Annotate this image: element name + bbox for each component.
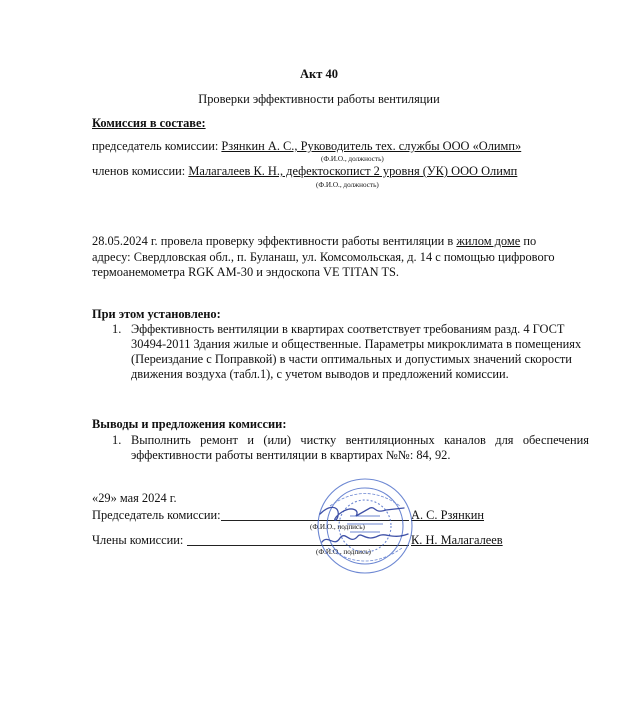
conclusions-item-number: 1. [112,433,122,447]
member-handwritten-signature [322,534,408,542]
stamp-inner-ring [327,488,403,564]
intro-text-b: по [520,234,537,248]
members-hint: (Ф.И.О., должность) [316,181,379,189]
conclusions-heading: Выводы и предложения комиссии: [92,417,287,431]
chair-signature-hint: (Ф.И.О., подпись) [310,523,365,531]
chair-signature-label: Председатель комиссии: [92,508,221,522]
members-name-text: К. Н. Малагалеев [411,533,503,547]
chair-prefix: председатель комиссии: [92,139,222,153]
intro-link-text: жилом доме [456,234,521,248]
chair-hint: (Ф.И.О., должность) [321,155,384,163]
intro-line-2: адресу: Свердловская обл., п. Буланаш, ул. Комсомольская, д. 14 с помощью цифрового [92,250,555,264]
stamp-center-lines [347,516,383,532]
findings-item [112,322,592,402]
chair-line [92,139,521,154]
document-title: Акт 40 [300,67,338,81]
members-signature-hint: (Ф.И.О., подпись) [316,548,371,556]
commission-heading: Комиссия в составе: [92,116,206,130]
stamp-seal-icon [300,476,430,576]
members-signature-label: Члены комиссии: [92,533,184,547]
members-line [92,164,517,179]
stamp-core-ring [339,500,391,552]
chair-name-text: А. С. Рзянкин [411,508,485,522]
signature-date: «29» мая 2024 г. [92,491,177,505]
members-prefix: членов комиссии: [92,164,189,178]
findings-item-number: 1. [112,322,122,336]
conclusions-item [112,433,592,465]
chair-handwritten-signature [320,507,404,520]
intro-line-1 [92,234,536,249]
intro-text-a: 28.05.2024 г. провела проверку эффективности работы вентиляции в [92,234,457,248]
conclusions-item-text: Выполнить ремонт и (или) чистку вентиляционных каналов для обеспечения эффективности работы вентиляции в квартирах №№: 84, 92. [131,433,589,462]
chair-value: Рзянкин А. С., Руководитель тех. службы ООО «Олимп» [221,139,522,153]
findings-heading: При этом установлено: [92,307,221,321]
findings-item-text: Эффективность вентиляции в квартирах соответствует требованиям разд. 4 ГОСТ 30494-2011 Здания жилые и общественные. Параметры микроклимата в помещениях (Переиздание с Поправкой) в части оптимальных и допустимых значений скорости движения воздуха (табл.1), с учетом выводов и предложений комиссии. [131,322,582,381]
document-subtitle: Проверки эффективности работы вентиляции [198,92,440,106]
members-value: Малагалеев К. Н., дефектоскопист 2 уровня (УК) ООО Олимп [188,164,518,178]
intro-line-3: термоанемометра RGK AM-30 и эндоскопа VE TITAN TS. [92,265,400,279]
